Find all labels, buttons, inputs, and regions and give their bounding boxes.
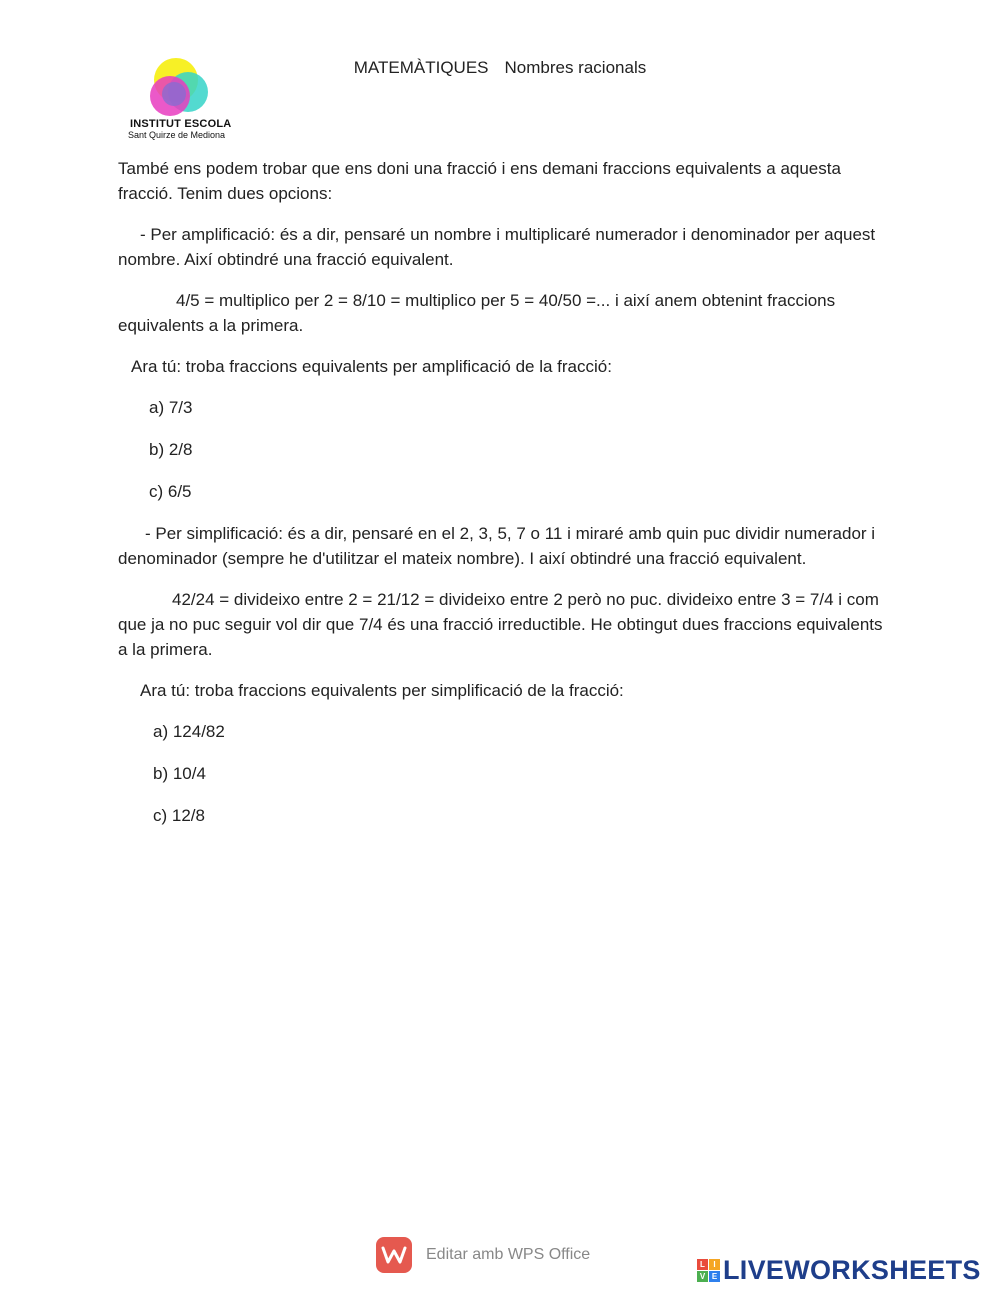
logo-subtitle: Sant Quirze de Mediona	[128, 130, 226, 140]
simplification-item-a: a) 124/82	[153, 722, 225, 741]
wps-edit-link[interactable]	[376, 1236, 590, 1274]
liveworksheets-logo[interactable]	[697, 1255, 981, 1286]
simplification-prompt: Ara tú: troba fraccions equivalents per simplificació de la fracció:	[140, 681, 624, 700]
amplification-item-b: b) 2/8	[149, 440, 193, 459]
worksheet-content	[118, 156, 888, 845]
liveworksheets-brand: LIVEWORKSHEETS	[723, 1255, 981, 1285]
amplification-paragraph: - Per amplificació: és a dir, pensaré un nombre i multiplicaré numerador i denominador per aquest nombre. Així obtindré una fracció equivalent.	[118, 225, 876, 269]
simplification-paragraph: - Per simplificació: és a dir, pensaré en el 2, 3, 5, 7 o 11 i miraré amb quin puc dividir numerador i denominador (sempre he d'utilitzar el mateix nombre). I així obtindré una fracció equivalent.	[118, 524, 876, 568]
subject-title: MATEMÀTIQUES	[353, 58, 489, 77]
brand-block-i: I	[709, 1259, 720, 1270]
amplification-prompt: Ara tú: troba fraccions equivalents per amplificació de la fracció:	[131, 357, 612, 376]
simplification-example: 42/24 = divideixo entre 2 = 21/12 = divideixo entre 2 però no puc. divideixo entre 3 = 7/4 i com que ja no puc seguir vol dir que 7/4 és una fracció irreductible. He obtingut dues fraccions equivalents a la primera.	[118, 590, 883, 659]
logo-circles-icon	[146, 58, 216, 120]
liveworksheets-blocks-icon	[697, 1259, 720, 1282]
intro-paragraph: També ens podem trobar que ens doni una fracció i ens demani fraccions equivalents a aquesta fracció. Tenim dues opcions:	[118, 159, 841, 203]
amplification-item-c: c) 6/5	[149, 482, 192, 501]
wps-label: Editar amb WPS Office	[426, 1246, 591, 1263]
simplification-item-c: c) 12/8	[153, 806, 205, 825]
brand-block-e: E	[709, 1271, 720, 1282]
wps-icon	[376, 1237, 412, 1273]
school-logo	[126, 58, 236, 142]
logo-title: INSTITUT ESCOLA	[130, 118, 232, 130]
amplification-item-a: a) 7/3	[149, 398, 193, 417]
simplification-item-b: b) 10/4	[153, 764, 206, 783]
brand-block-l: L	[697, 1259, 708, 1270]
topic-title: Nombres racionals	[504, 58, 647, 77]
brand-block-v: V	[697, 1271, 708, 1282]
amplification-example: 4/5 = multiplico per 2 = 8/10 = multiplico per 5 = 40/50 =... i així anem obtenint fraccions equivalents a la primera.	[118, 291, 836, 335]
